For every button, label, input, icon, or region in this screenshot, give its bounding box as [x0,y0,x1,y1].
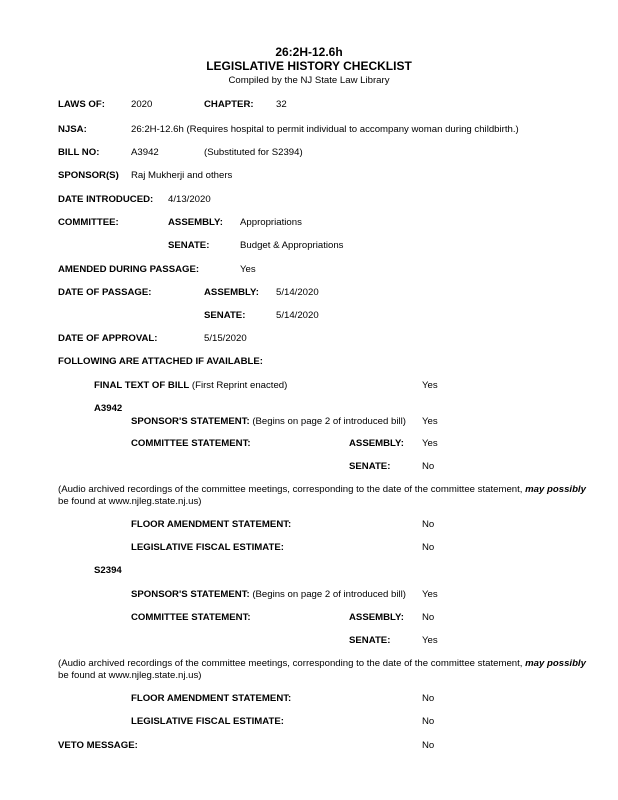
passage-assembly-value: 5/14/2020 [276,287,319,298]
chapter-value: 32 [276,99,287,110]
a3942-fiscal-value: No [422,542,435,553]
s2394-floor-value: No [422,693,435,704]
page-title: LEGISLATIVE HISTORY CHECKLIST [206,59,412,73]
passage-senate-value: 5/14/2020 [276,310,319,321]
bill-no-value: A3942 [131,147,159,158]
committee-assembly-value: Appropriations [240,217,302,228]
a3942-audio-post: be found at www.njleg.state.nj.us) [58,496,202,507]
sponsors-value: Raj Mukherji and others [131,170,233,181]
amended-value: Yes [240,264,256,275]
committee-label: COMMITTEE: [58,217,119,228]
bill-no-label: BILL NO: [58,147,100,158]
s2394-audio-pre: (Audio archived recordings of the committee meetings, corresponding to the date of the committee statement, [58,658,526,669]
a3942-sponsor-value: Yes [422,416,438,427]
s2394-senate-label: SENATE: [349,635,391,646]
a3942-sponsor-note: (Begins on page 2 of introduced bill) [252,416,406,427]
s2394-assembly-value: No [422,612,435,623]
statute-heading: 26:2H-12.6h [275,45,343,59]
sponsors-label: SPONSOR(S) [58,170,119,181]
njsa-value: 26:2H-12.6h (Requires hospital to permit individual to accompany woman during childbirth.) [131,124,519,135]
s2394-audio-post: be found at www.njleg.state.nj.us) [58,670,202,681]
a3942-senate-label: SENATE: [349,461,391,472]
passage-senate-label: SENATE: [204,310,246,321]
s2394-senate-value: Yes [422,635,438,646]
final-text-note: (First Reprint enacted) [191,380,288,391]
committee-senate-label: SENATE: [168,240,210,251]
s2394-floor-label: FLOOR AMENDMENT STATEMENT: [131,693,292,704]
veto-label: VETO MESSAGE: [58,740,138,751]
final-text-value: Yes [422,380,438,391]
a3942-assembly-value: Yes [422,438,438,449]
date-of-approval-label: DATE OF APPROVAL: [58,333,158,344]
final-text-row [94,380,287,391]
committee-senate-value: Budget & Appropriations [240,240,344,251]
laws-of-label: LAWS OF: [58,99,105,110]
a3942-floor-value: No [422,519,435,530]
a3942-bill-heading: A3942 [94,403,123,414]
bill-no-note: (Substituted for S2394) [204,147,303,158]
a3942-sponsor-label: SPONSOR'S STATEMENT: [131,416,250,427]
s2394-fiscal-label: LEGISLATIVE FISCAL ESTIMATE: [131,716,284,727]
veto-value: No [422,740,435,751]
a3942-fiscal-label: LEGISLATIVE FISCAL ESTIMATE: [131,542,284,553]
date-introduced-label: DATE INTRODUCED: [58,194,154,205]
attached-heading: FOLLOWING ARE ATTACHED IF AVAILABLE: [58,356,263,367]
a3942-senate-value: No [422,461,435,472]
s2394-sponsor-row [131,589,406,600]
a3942-committee-label: COMMITTEE STATEMENT: [131,438,251,449]
final-text-label: FINAL TEXT OF BILL [94,380,190,391]
s2394-sponsor-note: (Begins on page 2 of introduced bill) [252,589,406,600]
amended-label: AMENDED DURING PASSAGE: [58,264,200,275]
a3942-sponsor-row [131,416,406,427]
date-introduced-value: 4/13/2020 [168,194,211,205]
committee-assembly-label: ASSEMBLY: [168,217,223,228]
chapter-label: CHAPTER: [204,99,254,110]
date-of-approval-value: 5/15/2020 [204,333,247,344]
a3942-assembly-label: ASSEMBLY: [349,438,404,449]
njsa-label: NJSA: [58,124,87,135]
a3942-floor-label: FLOOR AMENDMENT STATEMENT: [131,519,292,530]
a3942-audio-em: may possibly [525,484,586,495]
s2394-audio-note [58,658,598,682]
a3942-audio-pre: (Audio archived recordings of the committee meetings, corresponding to the date of the committee statement, [58,484,526,495]
a3942-audio-note [58,484,598,508]
compiled-by: Compiled by the NJ State Law Library [228,75,390,86]
s2394-audio-em: may possibly [525,658,586,669]
s2394-assembly-label: ASSEMBLY: [349,612,404,623]
s2394-sponsor-value: Yes [422,589,438,600]
s2394-committee-label: COMMITTEE STATEMENT: [131,612,251,623]
laws-of-value: 2020 [131,99,153,110]
date-of-passage-label: DATE OF PASSAGE: [58,287,152,298]
s2394-bill-heading: S2394 [94,565,122,576]
s2394-sponsor-label: SPONSOR'S STATEMENT: [131,589,250,600]
s2394-fiscal-value: No [422,716,435,727]
passage-assembly-label: ASSEMBLY: [204,287,259,298]
